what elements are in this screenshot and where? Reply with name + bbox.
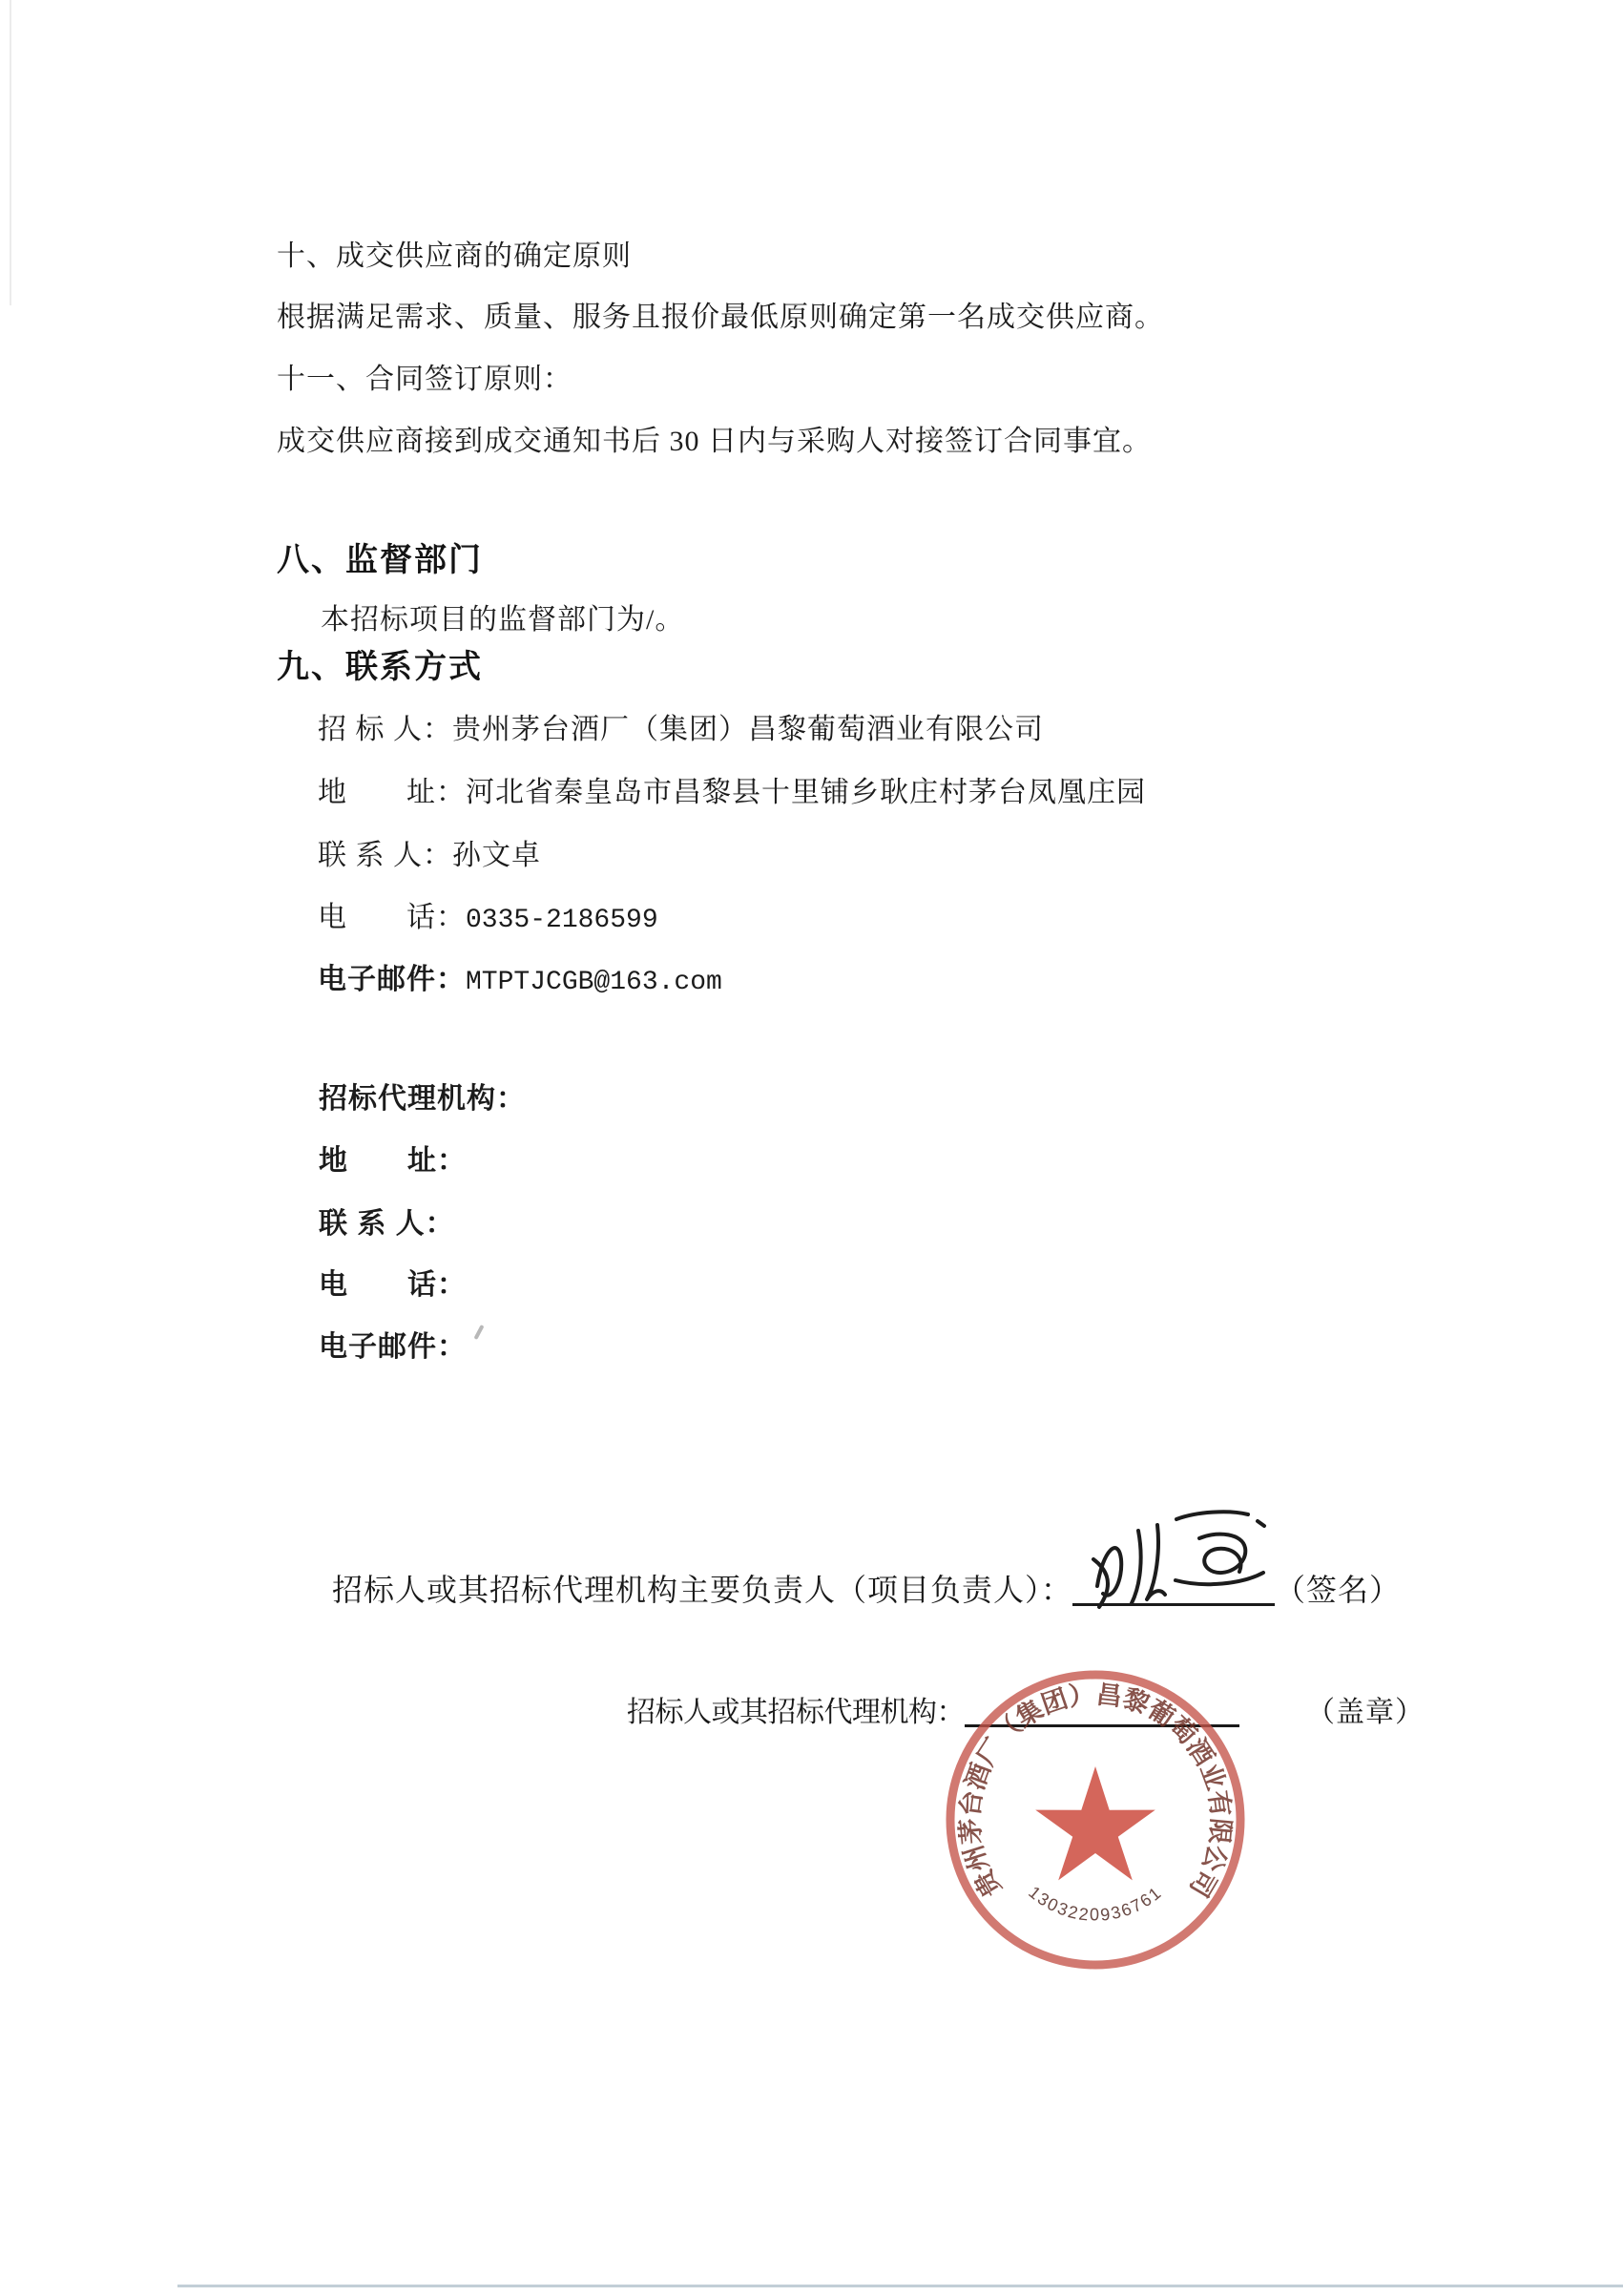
tenderer-row-contact-person xyxy=(318,840,541,873)
signature-ink xyxy=(1084,1494,1298,1626)
tenderer-email-label: 电子邮件： xyxy=(318,964,466,995)
contact-heading: 九、联系方式 xyxy=(277,649,483,685)
agency-row-phone xyxy=(319,1269,467,1303)
tenderer-address-label: 地 址： xyxy=(318,777,466,808)
seal-star-icon xyxy=(1035,1766,1155,1880)
agency-row-name xyxy=(319,1083,526,1117)
tenderer-name-value: 贵州茅台酒厂（集团）昌黎葡萄酒业有限公司 xyxy=(452,714,1044,745)
tenderer-row-email xyxy=(318,964,722,998)
tenderer-address-value: 河北省秦皇岛市昌黎县十里铺乡耿庄村茅台凤凰庄园 xyxy=(466,777,1146,808)
section-eleven-title: 十一、合同签订原则： xyxy=(277,364,572,395)
tenderer-row-phone xyxy=(318,902,658,936)
agency-phone-label: 电 话： xyxy=(319,1269,467,1301)
official-seal-stamp xyxy=(943,1667,1248,1972)
section-eleven-body: 成交供应商接到成交通知书后 30 日内与采购人对接签订合同事宜。 xyxy=(277,426,1152,457)
tenderer-email-value: MTPTJCGB@163.com xyxy=(466,968,722,997)
seal-company-text: 贵州茅台酒厂（集团）昌黎葡萄酒业有限公司 xyxy=(955,1680,1236,1902)
org-stamp-label: 招标人或其招标代理机构： xyxy=(627,1697,965,1728)
supervision-heading: 八、监督部门 xyxy=(277,542,483,578)
svg-text:1303220936761 xyxy=(1025,1883,1166,1925)
seal-graphic xyxy=(943,1667,1248,1972)
seal-serial-number: 1303220936761 xyxy=(1025,1882,1166,1925)
agency-contact-label: 联 系 人： xyxy=(319,1208,455,1240)
scan-edge-artifact-bottom xyxy=(177,2285,1623,2287)
principal-sign-suffix: （签名） xyxy=(1275,1573,1402,1607)
supervision-body: 本招标项目的监督部门为/。 xyxy=(321,604,685,636)
section-ten-title: 十、成交供应商的确定原则 xyxy=(277,240,632,272)
agency-row-contact-person xyxy=(319,1208,455,1242)
agency-row-email xyxy=(319,1331,467,1365)
tenderer-row-name xyxy=(318,714,1044,747)
tenderer-name-label: 招 标 人： xyxy=(318,714,452,745)
org-stamp-suffix: （盖章） xyxy=(1306,1697,1425,1728)
handwritten-signature xyxy=(1084,1494,1298,1626)
agency-row-address xyxy=(319,1145,467,1179)
agency-name-label: 招标代理机构： xyxy=(319,1083,526,1115)
tenderer-row-address xyxy=(318,777,1146,810)
tenderer-contact-label: 联 系 人： xyxy=(318,840,452,871)
section-ten-body: 根据满足需求、质量、服务且报价最低原则确定第一名成交供应商。 xyxy=(277,302,1164,333)
tenderer-contact-value: 孙文卓 xyxy=(452,840,541,871)
agency-email-label: 电子邮件： xyxy=(319,1331,467,1363)
principal-sign-label: 招标人或其招标代理机构主要负责人（项目负责人）： xyxy=(332,1573,1073,1607)
agency-address-label: 地 址： xyxy=(319,1145,467,1177)
tenderer-phone-value: 0335-2186599 xyxy=(466,906,658,935)
scan-speck xyxy=(473,1325,484,1340)
tenderer-phone-label: 电 话： xyxy=(318,902,466,933)
scan-edge-artifact-left xyxy=(10,0,11,305)
